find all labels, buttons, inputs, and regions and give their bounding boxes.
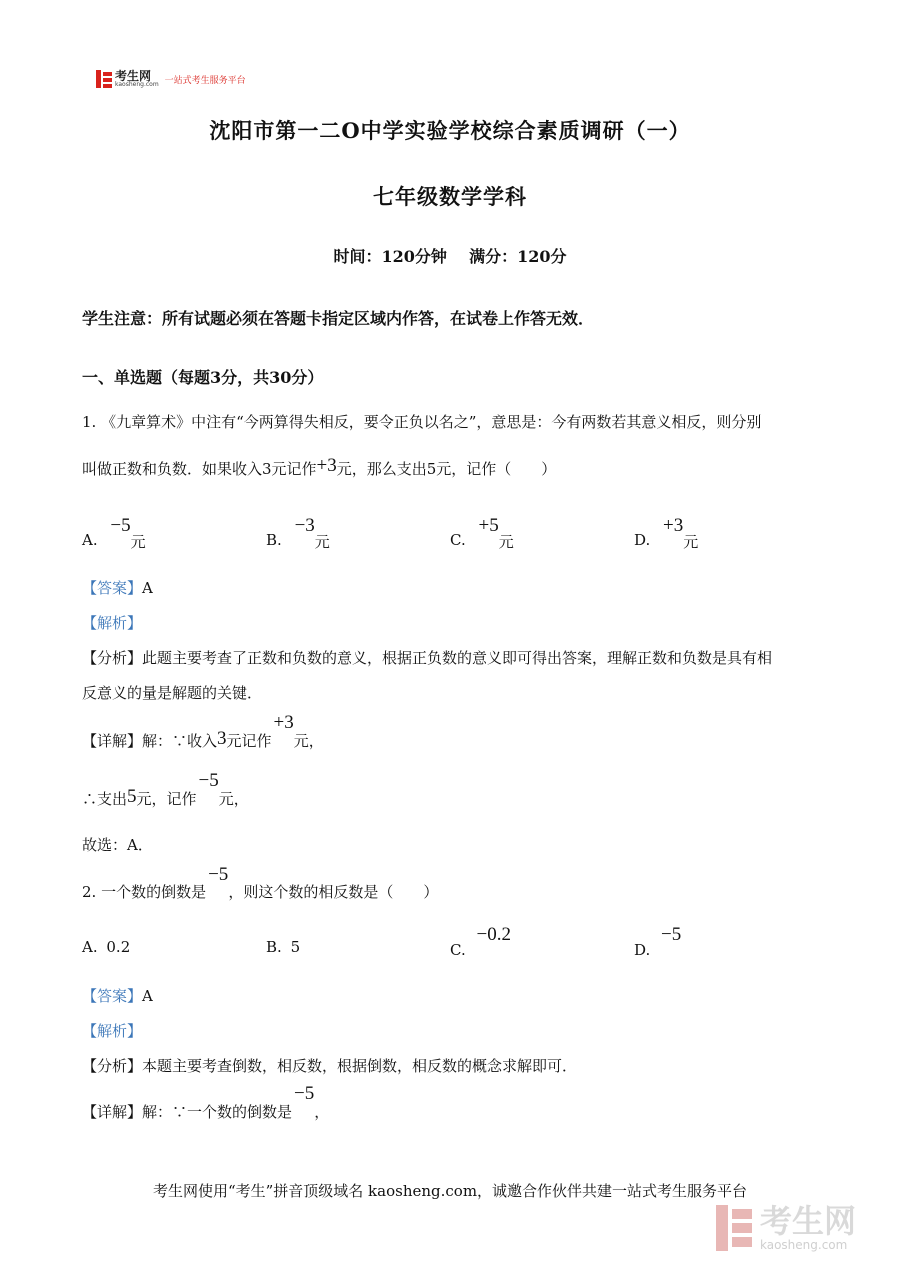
q1-stem-line1: 1. 《九章算术》中注有“今两算得失相反，要令正负以名之”，意思是：今有两数若其意义相反，则分别 xyxy=(82,413,762,431)
watermark-logo-icon xyxy=(716,1205,752,1251)
q1-math-plus3: +3 xyxy=(316,455,337,476)
q2-detail: 【详解】解：∵一个数的倒数是−5， xyxy=(82,1083,330,1121)
logo-domain: kaosheng.com xyxy=(115,81,159,88)
watermark-domain: kaosheng.com xyxy=(760,1238,848,1252)
q2-option-c: C. −0.2 xyxy=(450,924,511,959)
q2-option-d: D. −5 xyxy=(634,924,682,959)
page-title: 沈阳市第一二O中学实验学校综合素质调研（一） xyxy=(209,118,691,143)
q1-step2-line: ∴支出5元，记作−5元， xyxy=(82,770,249,808)
student-notice: 学生注意：所有试题必须在答题卡指定区域内作答，在试卷上作答无效． xyxy=(82,309,595,328)
q1-choose: 故选：A． xyxy=(82,836,153,854)
q2-analysis-tag: 【解析】 xyxy=(82,1022,143,1040)
q2-option-b: B. 5 xyxy=(266,938,301,956)
q1-option-a: A. −5元 xyxy=(82,515,146,551)
watermark-name: 考生网 xyxy=(760,1202,857,1240)
q1-fenxi-line1: 【分析】此题主要考查了正数和负数的意义，根据正负数的意义即可得出答案，理解正数和负数是具有相 xyxy=(82,649,773,667)
time-info: 时间：120分钟 满分：120分 xyxy=(333,247,567,266)
footer-text: 考生网使用“考生”拼音顶级域名 kaosheng.com，诚邀合作伙伴共建一站式考生服务平台 xyxy=(152,1182,748,1200)
q1-option-c: C. +5元 xyxy=(450,515,514,551)
q1-answer: 【答案】A xyxy=(82,579,153,597)
kaosheng-logo-icon xyxy=(96,70,112,88)
q2-answer: 【答案】A xyxy=(82,987,153,1005)
q1-detail-line: 【详解】解：∵收入3元记作+3元， xyxy=(82,712,324,750)
logo-name: 考生网 xyxy=(115,69,152,83)
q1-option-d: D. +3元 xyxy=(634,515,699,551)
watermark-logo xyxy=(716,1202,857,1255)
q1-stem-line2: 叫做正数和负数．如果收入3元记作+3元，那么支出5元，记作（ ） xyxy=(82,455,557,478)
q1-option-b: B. −3元 xyxy=(266,515,330,551)
q1-fenxi-line2: 反意义的量是解题的关键． xyxy=(82,684,263,702)
page-subtitle: 七年级数学学科 xyxy=(373,184,527,209)
q2-option-a: A. 0.2 xyxy=(82,938,131,956)
section-heading: 一、单选题（每题3分，共30分） xyxy=(82,368,324,387)
q2-fenxi: 【分析】本题主要考查倒数，相反数，根据倒数，相反数的概念求解即可． xyxy=(82,1057,578,1075)
q1-analysis-tag: 【解析】 xyxy=(82,614,143,632)
q2-stem: 2. 一个数的倒数是−5，则这个数的相反数是（ ） xyxy=(82,864,439,901)
header-logo xyxy=(96,70,246,94)
logo-slogan: 一站式考生服务平台 xyxy=(164,75,246,86)
